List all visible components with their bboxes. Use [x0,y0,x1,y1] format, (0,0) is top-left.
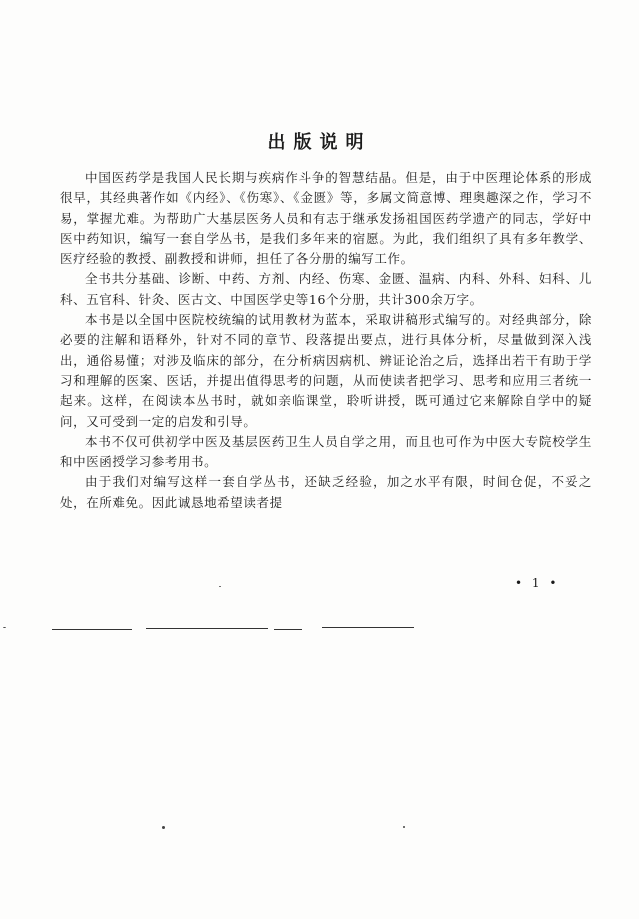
scan-speck [403,826,405,828]
scan-speck [219,586,221,587]
paragraph-audience: 本书不仅可供初学中医及基层医药卫生人员自学之用，而且也可作为中医大专院校学生和中医函授学习参考用书。 [60,433,592,470]
body-text [60,168,592,513]
page-title: 出版说明 [267,132,372,153]
page-number: • 1 • [515,576,560,590]
scan-speck [3,627,6,628]
scan-speck [162,826,165,829]
footer-rule [322,627,414,628]
footer-rule [146,628,268,629]
paragraph-closing: 由于我们对编写这样一套自学丛书，还缺乏经验，加之水平有限，时间仓促，不妥之处，在所难免。因此诚恳地希望读者提 [60,474,592,510]
footer-rule [274,629,302,630]
paragraph-intro: 中国医药学是我国人民长期与疾病作斗争的智慧结晶。但是，由于中医理论体系的形成很早，其经典著作如《内经》、《伤寒》、《金匮》等，多属文简意博、理奥趣深之作，学习不易，掌握尤难。为帮助广大基层医务人员和有志于继承发扬祖国医药学遗产的同志，学好中医中药知识，编写一套自学丛书，是我们多年来的宿愿。为此，我们组织了具有多年教学、医疗经验的教授、副教授和讲师，担任了各分册的编写工作。 [60,170,592,267]
paragraph-method: 本书是以全国中医院校统编的试用教材为蓝本，采取讲稿形式编写的。对经典部分，除必要的注解和语释外，针对不同的章节、段落提出要点，进行具体分析，尽量做到深入浅出，通俗易懂；对涉及临床的部分，在分析病因病机、辨证论治之后，选择出若干有助于学习和理解的医案、医话，并提出值得思考的问题，从而使读者把学习、思考和应用三者统一起来。这样，在阅读本丛书时，就如亲临课堂，聆听讲授，既可通过它来解除自学中的疑问，又可受到一定的启发和引导。 [60,312,592,429]
paragraph-volumes: 全书共分基础、诊断、中药、方剂、内经、伤寒、金匮、温病、内科、外科、妇科、儿科、五官科、针灸、医古文、中国医学史等16个分册，共计300余万字。 [60,271,592,307]
footer-rule [52,629,132,630]
